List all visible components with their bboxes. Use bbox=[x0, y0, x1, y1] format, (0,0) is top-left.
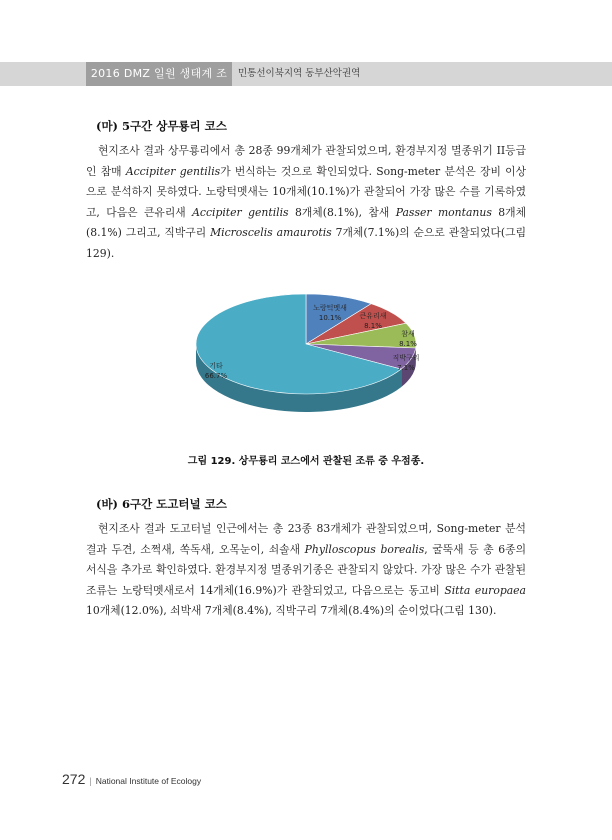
footer-separator: | bbox=[89, 776, 92, 786]
text-run: 8개체(8.1%), 참새 bbox=[288, 205, 396, 219]
text-run: 가 번식하는 것으로 확인되었다. Song-meter 분석은 장비 이상으로 분석하지 못하였다. 노랑턱멧새는 10개체(10.1%)가 관찰되어 가장 많은 수를 기록하였고, 다음은 큰유리새 bbox=[86, 164, 526, 219]
paragraph-ba bbox=[86, 519, 526, 622]
text-run: 현지조사 결과 상무룡리에서 총 28종 99개체가 관찰되었으며, 환경부지정 멸종위기 II등급인 참매 bbox=[86, 144, 526, 178]
pie-label-0: 노랑턱멧새 bbox=[313, 304, 347, 312]
pie-value-3: 7.1% bbox=[397, 364, 415, 372]
pie-label-2: 참새 bbox=[401, 330, 415, 338]
species-name: Accipiter gentilis bbox=[192, 205, 289, 219]
species-name: Passer montanus bbox=[395, 205, 492, 219]
section-title: 민통선이북지역 동부산악권역 bbox=[238, 68, 361, 79]
footer bbox=[62, 771, 201, 789]
section-heading-ba: (바) 6구간 도고터널 코스 bbox=[96, 497, 227, 511]
institute-name: National Institute of Ecology bbox=[95, 776, 202, 786]
paragraph-ma bbox=[86, 141, 526, 265]
species-name: Sitta europaea bbox=[444, 583, 526, 597]
report-title: 2016 DMZ 일원 생태계 조사 bbox=[86, 62, 232, 86]
pie-label-4: 기타 bbox=[209, 362, 223, 370]
species-name: Microscelis amaurotis bbox=[210, 226, 332, 240]
pie-label-3: 직박구리 bbox=[392, 354, 420, 362]
text-run: 8개체(8.1%) 그리고, 직박구리 bbox=[86, 205, 526, 240]
text-run: 10개체(12.0%), 쇠박새 7개체(8.4%), 직박구리 7개체(8.4%)의 순이었다(그림 130). bbox=[86, 604, 497, 618]
species-name: Phylloscopus borealis bbox=[304, 542, 425, 556]
pie-value-2: 8.1% bbox=[399, 340, 417, 348]
text-run: , 굴뚝새 등 총 6종의 서식을 추가로 확인하였다. 환경부지정 멸종위기종은 관찰되지 않았다. 가장 많은 수가 관찰된 조류는 노랑턱멧새로서 14개체(16.9%)가 관찰되었고, 다음으로는 동고비 bbox=[86, 542, 526, 597]
text-run: 현지조사 결과 도고터널 인근에서는 총 23종 83개체가 관찰되었으며, Song-meter 분석 결과 두견, 소쩍새, 쏙독새, 오목눈이, 쇠솔새 bbox=[86, 522, 526, 556]
pie-label-1: 큰유리새 bbox=[359, 312, 387, 320]
page-number: 272 bbox=[62, 771, 86, 787]
section-heading-ma: (마) 5구간 상무룡리 코스 bbox=[96, 119, 227, 133]
figure-caption: 그림 129. 상무룡리 코스에서 관찰된 조류 중 우점종. bbox=[187, 456, 425, 467]
pie-chart bbox=[168, 282, 444, 422]
species-name: Accipiter gentilis bbox=[125, 164, 221, 178]
text-run: 7개체(7.1%)의 순으로 관찰되었다(그림 129). bbox=[86, 226, 526, 260]
pie-value-4: 66.7% bbox=[204, 372, 228, 380]
pie-value-0: 10.1% bbox=[318, 314, 342, 322]
pie-value-1: 8.1% bbox=[364, 322, 382, 330]
